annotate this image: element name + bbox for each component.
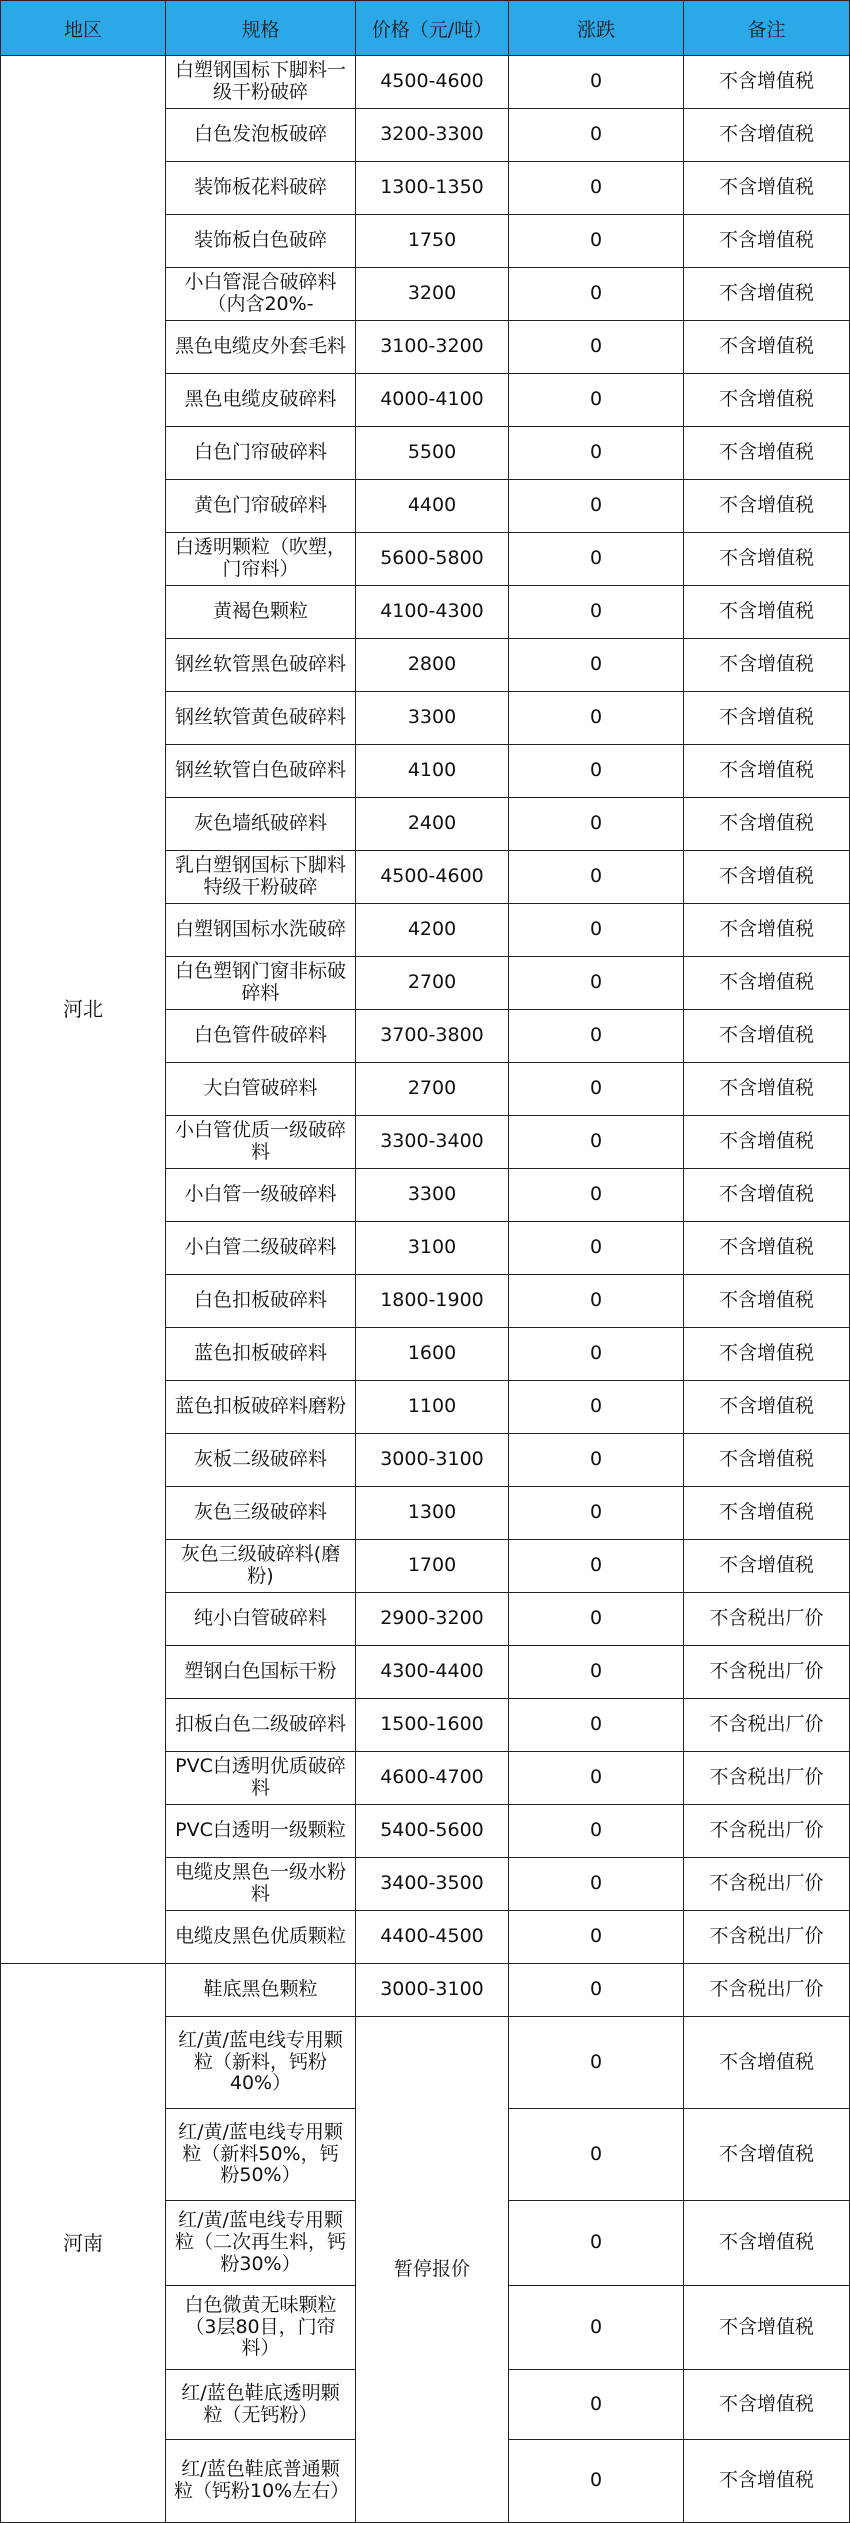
change-cell: 0 <box>509 109 684 162</box>
change-cell: 0 <box>509 162 684 215</box>
spec-cell: 乳白塑钢国标下脚料特级干粉破碎 <box>166 851 356 904</box>
price-cell: 2700 <box>356 957 509 1010</box>
change-cell: 0 <box>509 2370 684 2440</box>
price-cell: 3200 <box>356 268 509 321</box>
change-cell: 0 <box>509 374 684 427</box>
header-region: 地区 <box>1 1 166 56</box>
change-cell: 0 <box>509 904 684 957</box>
change-cell: 0 <box>509 1964 684 2017</box>
price-cell: 2700 <box>356 1063 509 1116</box>
change-cell: 0 <box>509 1911 684 1964</box>
note-cell: 不含税出厂价 <box>684 1805 850 1858</box>
note-cell: 不含增值税 <box>684 1222 850 1275</box>
change-cell: 0 <box>509 2286 684 2370</box>
change-cell: 0 <box>509 1116 684 1169</box>
price-cell: 1300 <box>356 1487 509 1540</box>
spec-cell: 小白管优质一级破碎料 <box>166 1116 356 1169</box>
price-cell: 4400 <box>356 480 509 533</box>
note-cell: 不含增值税 <box>684 798 850 851</box>
note-cell: 不含税出厂价 <box>684 1911 850 1964</box>
price-cell: 3100 <box>356 1222 509 1275</box>
spec-cell: 白塑钢国标水洗破碎 <box>166 904 356 957</box>
change-cell: 0 <box>509 215 684 268</box>
table-row <box>1 1964 850 2017</box>
note-cell: 不含增值税 <box>684 586 850 639</box>
note-cell: 不含增值税 <box>684 268 850 321</box>
price-cell: 3000-3100 <box>356 1434 509 1487</box>
price-cell: 4400-4500 <box>356 1911 509 1964</box>
header-change: 涨跌 <box>509 1 684 56</box>
price-cell: 4300-4400 <box>356 1646 509 1699</box>
spec-cell: 钢丝软管黑色破碎料 <box>166 639 356 692</box>
price-cell: 4100-4300 <box>356 586 509 639</box>
spec-cell: 灰色三级破碎料(磨粉) <box>166 1540 356 1593</box>
change-cell: 0 <box>509 1010 684 1063</box>
spec-cell: 白色塑钢门窗非标破碎料 <box>166 957 356 1010</box>
note-cell: 不含增值税 <box>684 162 850 215</box>
price-cell: 1600 <box>356 1328 509 1381</box>
spec-cell: 钢丝软管黄色破碎料 <box>166 692 356 745</box>
spec-cell: 蓝色扣板破碎料磨粉 <box>166 1381 356 1434</box>
spec-cell: 红/黄/蓝电线专用颗粒（二次再生料，钙粉30%） <box>166 2201 356 2286</box>
note-cell: 不含税出厂价 <box>684 1752 850 1805</box>
spec-cell: 装饰板花料破碎 <box>166 162 356 215</box>
header-row <box>1 1 850 56</box>
note-cell: 不含增值税 <box>684 639 850 692</box>
spec-cell: 黑色电缆皮破碎料 <box>166 374 356 427</box>
change-cell: 0 <box>509 1593 684 1646</box>
note-cell: 不含税出厂价 <box>684 1858 850 1911</box>
price-cell: 5500 <box>356 427 509 480</box>
note-cell: 不含增值税 <box>684 1169 850 1222</box>
spec-cell: 白透明颗粒（吹塑，门帘料） <box>166 533 356 586</box>
note-cell: 不含增值税 <box>684 1010 850 1063</box>
spec-cell: 黄褐色颗粒 <box>166 586 356 639</box>
change-cell: 0 <box>509 957 684 1010</box>
change-cell: 0 <box>509 2440 684 2523</box>
spec-cell: 塑钢白色国标干粉 <box>166 1646 356 1699</box>
spec-cell: 灰色墙纸破碎料 <box>166 798 356 851</box>
price-cell: 4200 <box>356 904 509 957</box>
change-cell: 0 <box>509 1328 684 1381</box>
change-cell: 0 <box>509 2201 684 2286</box>
change-cell: 0 <box>509 533 684 586</box>
merged-price-cell: 暂停报价 <box>356 2017 509 2523</box>
change-cell: 0 <box>509 2109 684 2201</box>
price-cell: 3300-3400 <box>356 1116 509 1169</box>
note-cell: 不含增值税 <box>684 904 850 957</box>
spec-cell: 灰色三级破碎料 <box>166 1487 356 1540</box>
spec-cell: 电缆皮黑色优质颗粒 <box>166 1911 356 1964</box>
note-cell: 不含增值税 <box>684 533 850 586</box>
note-cell: 不含税出厂价 <box>684 1593 850 1646</box>
price-cell: 5600-5800 <box>356 533 509 586</box>
price-cell: 1100 <box>356 1381 509 1434</box>
spec-cell: 小白管一级破碎料 <box>166 1169 356 1222</box>
price-cell: 4500-4600 <box>356 56 509 109</box>
change-cell: 0 <box>509 1646 684 1699</box>
spec-cell: PVC白透明优质破碎料 <box>166 1752 356 1805</box>
header-note: 备注 <box>684 1 850 56</box>
change-cell: 0 <box>509 745 684 798</box>
note-cell: 不含增值税 <box>684 1487 850 1540</box>
change-cell: 0 <box>509 1858 684 1911</box>
note-cell: 不含增值税 <box>684 1116 850 1169</box>
change-cell: 0 <box>509 1805 684 1858</box>
price-cell: 5400-5600 <box>356 1805 509 1858</box>
change-cell: 0 <box>509 1699 684 1752</box>
price-cell: 1300-1350 <box>356 162 509 215</box>
spec-cell: 小白管二级破碎料 <box>166 1222 356 1275</box>
region-cell: 河南 <box>1 1964 166 2523</box>
price-cell: 3400-3500 <box>356 1858 509 1911</box>
spec-cell: 白色扣板破碎料 <box>166 1275 356 1328</box>
change-cell: 0 <box>509 1540 684 1593</box>
price-cell: 3200-3300 <box>356 109 509 162</box>
note-cell: 不含增值税 <box>684 1063 850 1116</box>
change-cell: 0 <box>509 427 684 480</box>
change-cell: 0 <box>509 1487 684 1540</box>
note-cell: 不含增值税 <box>684 1381 850 1434</box>
price-cell: 3000-3100 <box>356 1964 509 2017</box>
price-cell: 2400 <box>356 798 509 851</box>
spec-cell: 大白管破碎料 <box>166 1063 356 1116</box>
price-cell: 3700-3800 <box>356 1010 509 1063</box>
spec-cell: 红/黄/蓝电线专用颗粒（新料，钙粉40%） <box>166 2017 356 2109</box>
change-cell: 0 <box>509 1381 684 1434</box>
price-cell: 4500-4600 <box>356 851 509 904</box>
change-cell: 0 <box>509 1063 684 1116</box>
change-cell: 0 <box>509 1222 684 1275</box>
note-cell: 不含增值税 <box>684 427 850 480</box>
note-cell: 不含增值税 <box>684 1275 850 1328</box>
spec-cell: 小白管混合破碎料（内含20%- <box>166 268 356 321</box>
change-cell: 0 <box>509 480 684 533</box>
change-cell: 0 <box>509 1434 684 1487</box>
price-cell: 3100-3200 <box>356 321 509 374</box>
change-cell: 0 <box>509 268 684 321</box>
header-spec: 规格 <box>166 1 356 56</box>
change-cell: 0 <box>509 639 684 692</box>
change-cell: 0 <box>509 56 684 109</box>
spec-cell: 黄色门帘破碎料 <box>166 480 356 533</box>
spec-cell: 蓝色扣板破碎料 <box>166 1328 356 1381</box>
note-cell: 不含增值税 <box>684 321 850 374</box>
spec-cell: 红/蓝色鞋底普通颗粒（钙粉10%左右） <box>166 2440 356 2523</box>
note-cell: 不含税出厂价 <box>684 1699 850 1752</box>
price-cell: 1800-1900 <box>356 1275 509 1328</box>
spec-cell: 扣板白色二级破碎料 <box>166 1699 356 1752</box>
price-cell: 4100 <box>356 745 509 798</box>
spec-cell: 鞋底黑色颗粒 <box>166 1964 356 2017</box>
note-cell: 不含增值税 <box>684 2017 850 2109</box>
spec-cell: 红/蓝色鞋底透明颗粒（无钙粉） <box>166 2370 356 2440</box>
note-cell: 不含增值税 <box>684 745 850 798</box>
note-cell: 不含增值税 <box>684 851 850 904</box>
note-cell: 不含增值税 <box>684 1328 850 1381</box>
change-cell: 0 <box>509 1752 684 1805</box>
price-cell: 3300 <box>356 692 509 745</box>
price-cell: 2900-3200 <box>356 1593 509 1646</box>
price-cell: 2800 <box>356 639 509 692</box>
note-cell: 不含增值税 <box>684 374 850 427</box>
spec-cell: 白塑钢国标下脚料一级干粉破碎 <box>166 56 356 109</box>
note-cell: 不含税出厂价 <box>684 1646 850 1699</box>
spec-cell: 白色管件破碎料 <box>166 1010 356 1063</box>
change-cell: 0 <box>509 2017 684 2109</box>
note-cell: 不含税出厂价 <box>684 1964 850 2017</box>
change-cell: 0 <box>509 1169 684 1222</box>
change-cell: 0 <box>509 586 684 639</box>
price-cell: 4000-4100 <box>356 374 509 427</box>
note-cell: 不含增值税 <box>684 215 850 268</box>
price-cell: 1700 <box>356 1540 509 1593</box>
spec-cell: 纯小白管破碎料 <box>166 1593 356 1646</box>
spec-cell: 红/黄/蓝电线专用颗粒（新料50%，钙粉50%） <box>166 2109 356 2201</box>
note-cell: 不含增值税 <box>684 692 850 745</box>
table-row <box>1 56 850 109</box>
note-cell: 不含增值税 <box>684 2286 850 2370</box>
price-cell: 3300 <box>356 1169 509 1222</box>
region-cell: 河北 <box>1 56 166 1964</box>
note-cell: 不含增值税 <box>684 1540 850 1593</box>
spec-cell: 灰板二级破碎料 <box>166 1434 356 1487</box>
change-cell: 0 <box>509 1275 684 1328</box>
price-cell: 4600-4700 <box>356 1752 509 1805</box>
note-cell: 不含增值税 <box>684 2370 850 2440</box>
spec-cell: 装饰板白色破碎 <box>166 215 356 268</box>
price-cell: 1750 <box>356 215 509 268</box>
change-cell: 0 <box>509 692 684 745</box>
note-cell: 不含增值税 <box>684 480 850 533</box>
change-cell: 0 <box>509 321 684 374</box>
note-cell: 不含增值税 <box>684 957 850 1010</box>
spec-cell: PVC白透明一级颗粒 <box>166 1805 356 1858</box>
note-cell: 不含增值税 <box>684 2109 850 2201</box>
note-cell: 不含增值税 <box>684 109 850 162</box>
header-price: 价格（元/吨） <box>356 1 509 56</box>
spec-cell: 白色微黄无味颗粒（3层80目，门帘料） <box>166 2286 356 2370</box>
spec-cell: 电缆皮黑色一级水粉料 <box>166 1858 356 1911</box>
price-cell: 1500-1600 <box>356 1699 509 1752</box>
note-cell: 不含增值税 <box>684 1434 850 1487</box>
note-cell: 不含增值税 <box>684 2440 850 2523</box>
spec-cell: 钢丝软管白色破碎料 <box>166 745 356 798</box>
spec-cell: 黑色电缆皮外套毛料 <box>166 321 356 374</box>
spec-cell: 白色门帘破碎料 <box>166 427 356 480</box>
note-cell: 不含增值税 <box>684 2201 850 2286</box>
change-cell: 0 <box>509 851 684 904</box>
spec-cell: 白色发泡板破碎 <box>166 109 356 162</box>
note-cell: 不含增值税 <box>684 56 850 109</box>
change-cell: 0 <box>509 798 684 851</box>
